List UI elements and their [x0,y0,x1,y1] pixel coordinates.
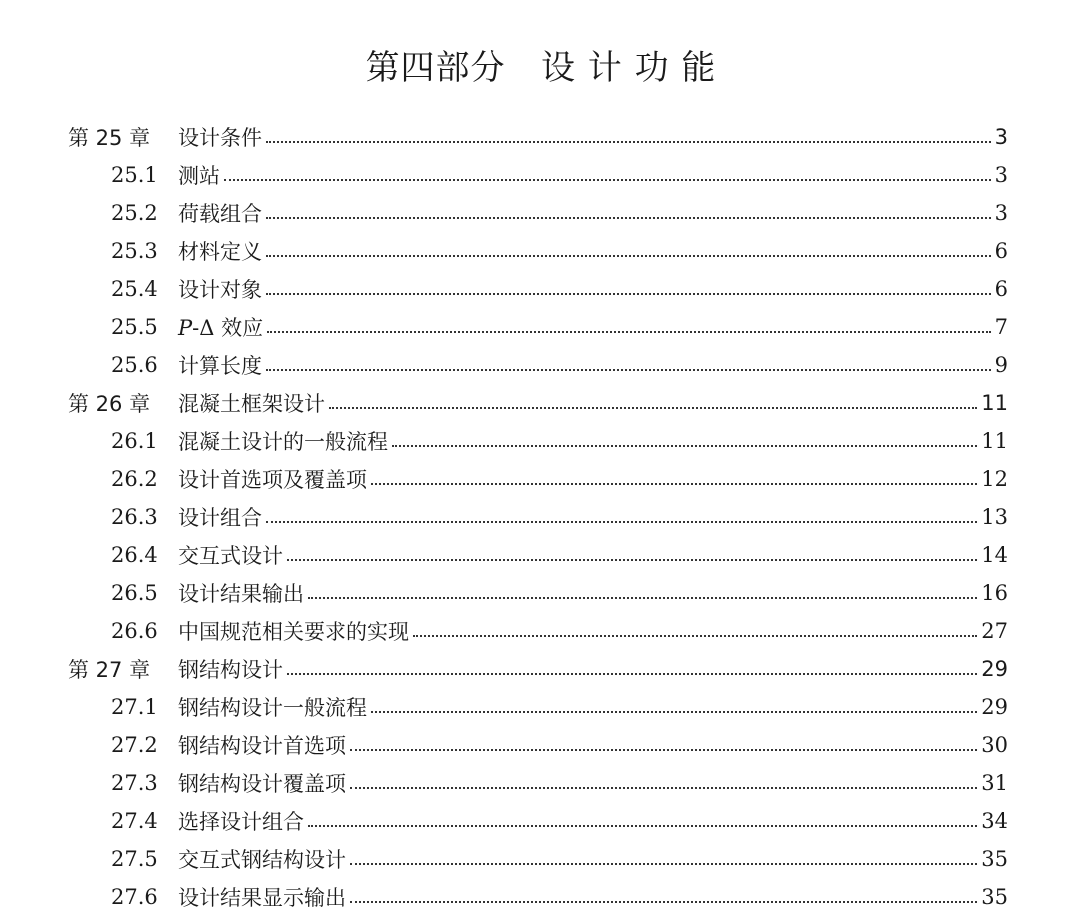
toc-section-26-6[interactable] [0,612,1082,650]
dot-leader [266,254,991,257]
chapter-title: 钢结构设计 [178,658,283,682]
page-number: 35 [981,885,1008,909]
chapter-title: 混凝土框架设计 [178,392,325,416]
toc-section-25-6[interactable] [0,346,1082,384]
toc-section-27-1[interactable] [0,688,1082,726]
page-number: 14 [981,543,1008,567]
section-number: 25.3 [111,239,158,263]
section-number: 27.4 [111,809,158,833]
toc-section-25-1[interactable] [0,156,1082,194]
section-title: 设计结果显示输出 [178,886,346,910]
page-number: 29 [981,657,1008,681]
page-number: 13 [981,505,1008,529]
toc-chapter-27[interactable] [0,650,1082,688]
page-number: 6 [994,239,1008,263]
dot-leader [413,634,977,637]
part-title: 第四部分 设 计 功 能 [365,48,717,88]
section-title: 测站 [178,164,220,188]
page-number: 31 [981,771,1008,795]
page-number: 3 [994,163,1008,187]
section-number: 25.1 [111,163,158,187]
dot-leader [266,292,991,295]
page-number: 11 [981,429,1008,453]
section-number: 26.4 [111,543,158,567]
section-title: 设计组合 [178,506,262,530]
section-number: 27.5 [111,847,158,871]
dot-leader [267,330,991,333]
dot-leader [287,558,977,561]
page-number: 11 [981,391,1008,415]
section-title: 设计对象 [178,278,262,302]
section-title: 交互式设计 [178,544,283,568]
section-title: 钢结构设计首选项 [178,734,346,758]
section-title: 混凝土设计的一般流程 [178,430,388,454]
section-number: 25.5 [111,315,158,339]
toc-chapter-25[interactable] [0,118,1082,156]
toc-section-26-2[interactable] [0,460,1082,498]
section-number: 26.6 [111,619,158,643]
section-number: 26.2 [111,467,158,491]
dot-leader [392,444,977,447]
page-number: 3 [994,201,1008,225]
section-number: 25.6 [111,353,158,377]
dot-leader [266,140,991,143]
page-number: 16 [981,581,1008,605]
page-number: 27 [981,619,1008,643]
toc-section-26-4[interactable] [0,536,1082,574]
dot-leader [224,178,991,181]
toc-section-25-3[interactable] [0,232,1082,270]
toc-section-27-3[interactable] [0,764,1082,802]
section-number: 26.5 [111,581,158,605]
toc-section-27-5[interactable] [0,840,1082,878]
section-number: 25.4 [111,277,158,301]
toc-chapter-26[interactable] [0,384,1082,422]
toc-section-27-4[interactable] [0,802,1082,840]
page-number: 9 [994,353,1008,377]
page-number: 34 [981,809,1008,833]
section-title: 交互式钢结构设计 [178,848,346,872]
section-number: 27.1 [111,695,158,719]
dot-leader [308,596,977,599]
page-number: 29 [981,695,1008,719]
section-title: 设计结果输出 [178,582,304,606]
section-title [178,312,265,342]
section-number: 27.2 [111,733,158,757]
section-title: 钢结构设计覆盖项 [178,772,346,796]
dot-leader [287,672,977,675]
dot-leader [371,482,977,485]
toc-section-25-5[interactable] [0,308,1082,346]
toc-section-27-2[interactable] [0,726,1082,764]
toc-section-27-6[interactable] [0,878,1082,916]
dot-leader [350,900,977,903]
section-title: 荷载组合 [178,202,262,226]
dot-leader [266,368,991,371]
section-title: 材料定义 [178,240,262,264]
chapter-title: 设计条件 [178,126,262,150]
chapter-number: 第 27 章 [68,658,151,682]
dot-leader [308,824,977,827]
dot-leader [266,216,991,219]
dot-leader [350,786,977,789]
section-title: 钢结构设计一般流程 [178,696,367,720]
toc-section-25-4[interactable] [0,270,1082,308]
dot-leader [329,406,977,409]
dot-leader [371,710,977,713]
chapter-number: 第 25 章 [68,126,151,150]
dot-leader [350,862,977,865]
section-number: 26.3 [111,505,158,529]
section-number: 27.3 [111,771,158,795]
section-title: 计算长度 [178,354,262,378]
dot-leader [266,520,977,523]
section-number: 27.6 [111,885,158,909]
table-of-contents [0,118,1082,916]
section-number: 25.2 [111,201,158,225]
section-title-rest: -Δ 效应 [192,316,264,340]
section-title-italic: P [178,316,193,340]
chapter-number: 第 26 章 [68,392,151,416]
dot-leader [350,748,977,751]
page-number: 6 [994,277,1008,301]
page-number: 35 [981,847,1008,871]
page-number: 3 [994,125,1008,149]
page-number: 30 [981,733,1008,757]
page-number: 12 [981,467,1008,491]
toc-section-26-5[interactable] [0,574,1082,612]
section-title: 设计首选项及覆盖项 [178,468,367,492]
page-number: 7 [994,315,1008,339]
section-title: 中国规范相关要求的实现 [178,620,409,644]
section-number: 26.1 [111,429,158,453]
toc-section-25-2[interactable] [0,194,1082,232]
section-title: 选择设计组合 [178,810,304,834]
toc-section-26-1[interactable] [0,422,1082,460]
toc-section-26-3[interactable] [0,498,1082,536]
